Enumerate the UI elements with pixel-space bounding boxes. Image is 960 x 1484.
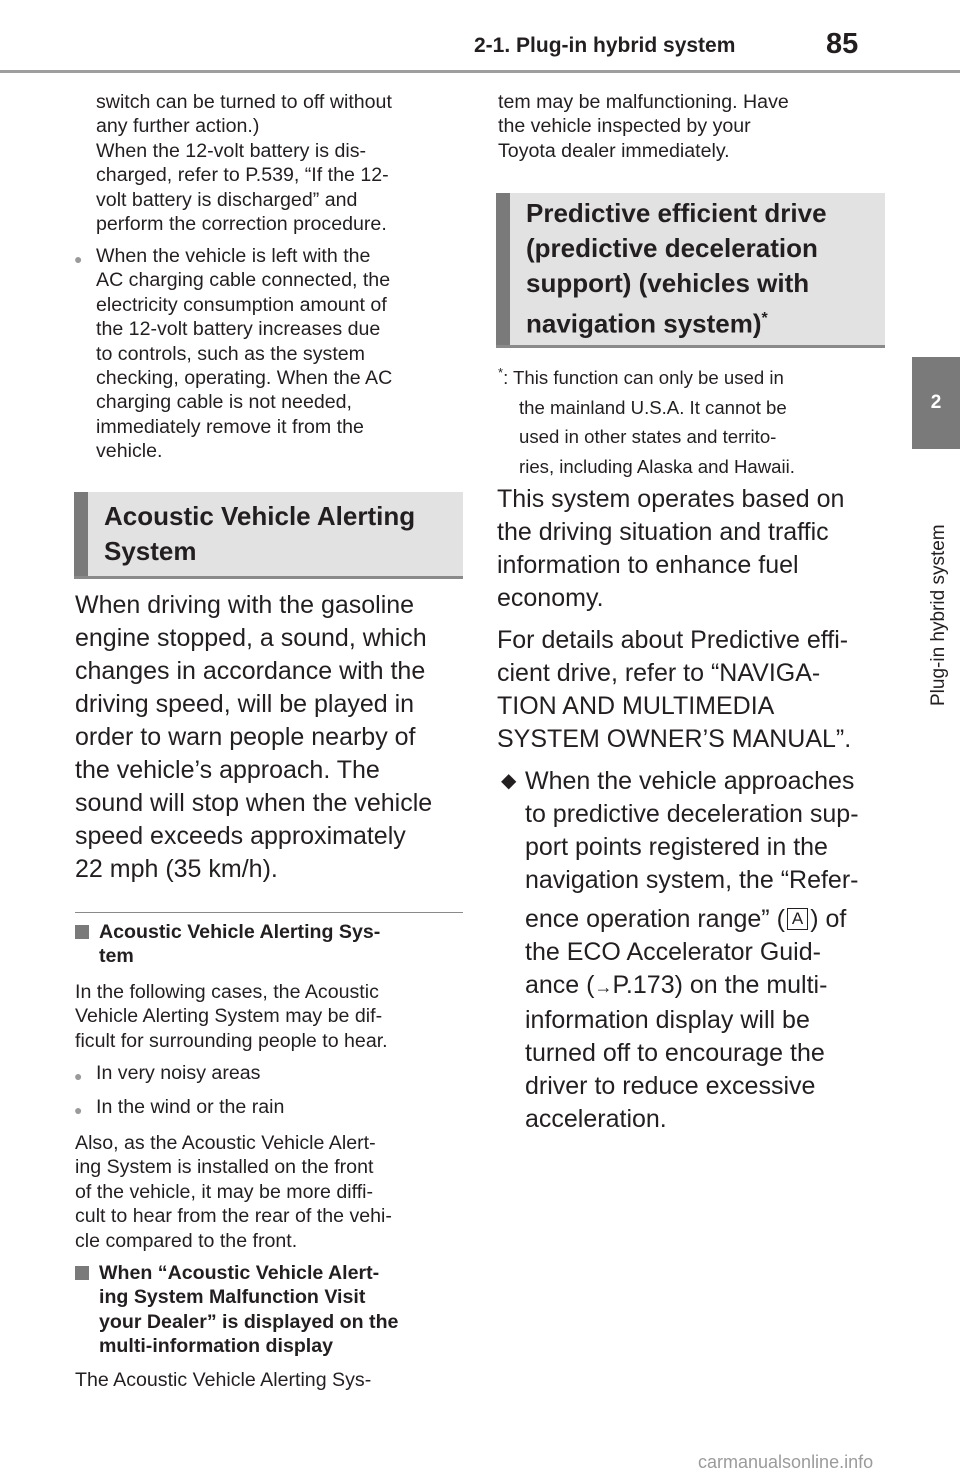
ped-bullet bbox=[497, 765, 897, 1136]
text-line: any further action.) bbox=[96, 115, 260, 138]
avas-heading-box bbox=[74, 492, 463, 579]
bullet-dot-icon: ● bbox=[74, 251, 83, 267]
text-line: volt battery is discharged” and bbox=[96, 188, 358, 211]
text-line: to predictive deceleration sup- bbox=[525, 800, 859, 828]
text-line: vehicle. bbox=[96, 440, 163, 463]
text-line: ing System is installed on the front bbox=[75, 1156, 374, 1179]
text-line: ficult for surrounding people to hear. bbox=[75, 1029, 388, 1052]
text-line: Acoustic Vehicle Alerting Sys- bbox=[99, 921, 381, 943]
text-line: In very noisy areas bbox=[96, 1062, 261, 1084]
page-number: 85 bbox=[826, 28, 859, 60]
page-reference-link[interactable]: P.173 bbox=[612, 971, 675, 999]
text-line: Vehicle Alerting System may be dif- bbox=[75, 1005, 383, 1028]
heading-bar bbox=[496, 193, 510, 345]
sub-heading-malfunction bbox=[75, 1261, 467, 1361]
text-line: sound will stop when the vehicle bbox=[75, 789, 433, 817]
chapter-label-text: Plug-in hybrid system bbox=[928, 524, 949, 706]
text-line: In the wind or the rain bbox=[96, 1096, 285, 1118]
text-line: the vehicle’s approach. The bbox=[75, 756, 380, 784]
ped-heading-box bbox=[496, 193, 885, 348]
text-line: multi-information display bbox=[99, 1335, 334, 1358]
text-line: Also, as the Acoustic Vehicle Alert- bbox=[75, 1132, 376, 1154]
sub-heading-avas bbox=[75, 920, 467, 970]
text-line: the ECO Accelerator Guid- bbox=[525, 938, 821, 966]
text-fragment: ence operation range” ( bbox=[525, 905, 785, 933]
text-line: switch can be turned to off without bbox=[96, 91, 392, 113]
text-line: acceleration. bbox=[525, 1105, 667, 1133]
text-fragment: ance ( bbox=[525, 971, 595, 999]
ped-heading-line: support) (vehicles with bbox=[526, 268, 810, 298]
section-title: 2-1. Plug-in hybrid system bbox=[474, 34, 736, 57]
text-line: TION AND MULTIMEDIA bbox=[497, 692, 775, 720]
text-line: your Dealer” is displayed on the bbox=[99, 1310, 399, 1333]
text-line: information display will be bbox=[525, 1006, 810, 1034]
text-line: of the vehicle, it may be more diffi- bbox=[75, 1180, 374, 1203]
text-line: When the vehicle approaches bbox=[525, 767, 855, 795]
text-line: SYSTEM OWNER’S MANUAL”. bbox=[497, 725, 852, 753]
para-continuation bbox=[96, 90, 466, 236]
header-rule bbox=[0, 70, 960, 73]
text-line: electricity consumption amount of bbox=[96, 293, 387, 316]
heading-bar bbox=[74, 492, 88, 576]
square-bullet-icon bbox=[75, 925, 89, 939]
ped-heading-line: (predictive deceleration bbox=[526, 233, 818, 263]
text-fragment: ) of bbox=[810, 905, 847, 933]
text-line: Toyota dealer immediately. bbox=[498, 139, 730, 162]
text-line: engine stopped, a sound, which bbox=[75, 624, 427, 652]
ped-body-1 bbox=[497, 483, 897, 615]
chapter-label bbox=[928, 456, 954, 716]
divider bbox=[75, 912, 463, 913]
text-line: the driving situation and traffic bbox=[497, 518, 829, 546]
arrow-right-icon: → bbox=[594, 977, 613, 997]
text-line: driving speed, will be played in bbox=[75, 690, 415, 718]
bullet-item bbox=[74, 1061, 466, 1085]
text-line: When driving with the gasoline bbox=[75, 591, 415, 619]
text-line: port points registered in the bbox=[525, 833, 828, 861]
text-line: changes in accordance with the bbox=[75, 657, 426, 685]
text-line: AC charging cable connected, the bbox=[96, 269, 391, 292]
text-line: to controls, such as the system bbox=[96, 342, 365, 365]
bullet-dot-icon: ● bbox=[74, 1068, 83, 1084]
text-line: 22 mph (35 km/h). bbox=[75, 855, 278, 883]
chapter-tab[interactable]: 2 bbox=[912, 357, 960, 449]
text-line: cult to hear from the rear of the vehi- bbox=[75, 1205, 392, 1228]
footnote bbox=[498, 358, 898, 481]
callout-a-label: A bbox=[787, 908, 808, 930]
text-line: economy. bbox=[497, 584, 604, 612]
text-line: cle compared to the front. bbox=[75, 1229, 298, 1252]
text-line: the mainland U.S.A. It cannot be bbox=[519, 396, 787, 418]
text-line: turned off to encourage the bbox=[525, 1039, 825, 1067]
text-line: order to warn people nearby of bbox=[75, 723, 416, 751]
text-line: immediately remove it from the bbox=[96, 415, 364, 438]
text-line: ing System Malfunction Visit bbox=[99, 1286, 366, 1309]
sub2-body: The Acoustic Vehicle Alerting Sys- bbox=[75, 1369, 372, 1391]
text-line: perform the correction procedure. bbox=[96, 213, 387, 236]
square-bullet-icon bbox=[75, 1266, 89, 1280]
text-line: charging cable is not needed, bbox=[96, 391, 352, 414]
avas-heading-line: System bbox=[104, 536, 197, 566]
text-line: tem bbox=[99, 945, 134, 968]
text-line: When the vehicle is left with the bbox=[96, 245, 371, 267]
right-continuation bbox=[498, 90, 898, 163]
bullet-item bbox=[74, 1095, 466, 1119]
footnote-marker: * bbox=[761, 310, 768, 327]
text-line: driver to reduce excessive bbox=[525, 1072, 816, 1100]
sub1-body bbox=[75, 980, 467, 1053]
ped-body-2 bbox=[497, 624, 897, 756]
text-line: the 12-volt battery increases due bbox=[96, 318, 381, 341]
text-line: speed exceeds approximately bbox=[75, 822, 406, 850]
text-line: navigation system, the “Refer- bbox=[525, 866, 859, 894]
text-line: used in other states and territo- bbox=[519, 426, 777, 448]
text-line: ries, including Alaska and Hawaii. bbox=[519, 455, 795, 477]
text-line: information to enhance fuel bbox=[497, 551, 799, 579]
bullet-item bbox=[74, 244, 466, 464]
text-line: cient drive, refer to “NAVIGA- bbox=[497, 659, 821, 687]
diamond-bullet-icon: ◆ bbox=[501, 770, 517, 792]
avas-heading-line: Acoustic Vehicle Alerting bbox=[104, 501, 416, 531]
text-line: In the following cases, the Acoustic bbox=[75, 981, 379, 1003]
text-line: checking, operating. When the AC bbox=[96, 367, 393, 390]
ped-heading-line: navigation system) bbox=[526, 308, 762, 339]
watermark[interactable]: carmanualsonline.info bbox=[698, 1452, 874, 1472]
sub1-note bbox=[75, 1131, 467, 1253]
text-line: This system operates based on bbox=[497, 485, 845, 513]
footnote-mark: * bbox=[498, 365, 504, 380]
avas-body bbox=[75, 589, 465, 886]
text-line: When “Acoustic Vehicle Alert- bbox=[99, 1262, 380, 1284]
text-line: charged, refer to P.539, “If the 12- bbox=[96, 164, 389, 187]
text-line: : This function can only be used in bbox=[503, 367, 784, 389]
ped-heading-line: Predictive efficient drive bbox=[526, 198, 827, 228]
text-line: the vehicle inspected by your bbox=[498, 115, 751, 138]
text-line: For details about Predictive effi- bbox=[497, 626, 849, 654]
text-line: tem may be malfunctioning. Have bbox=[498, 91, 789, 113]
text-fragment: ) on the multi- bbox=[674, 971, 828, 999]
text-line: When the 12-volt battery is dis- bbox=[96, 139, 367, 162]
bullet-dot-icon: ● bbox=[74, 1102, 83, 1118]
